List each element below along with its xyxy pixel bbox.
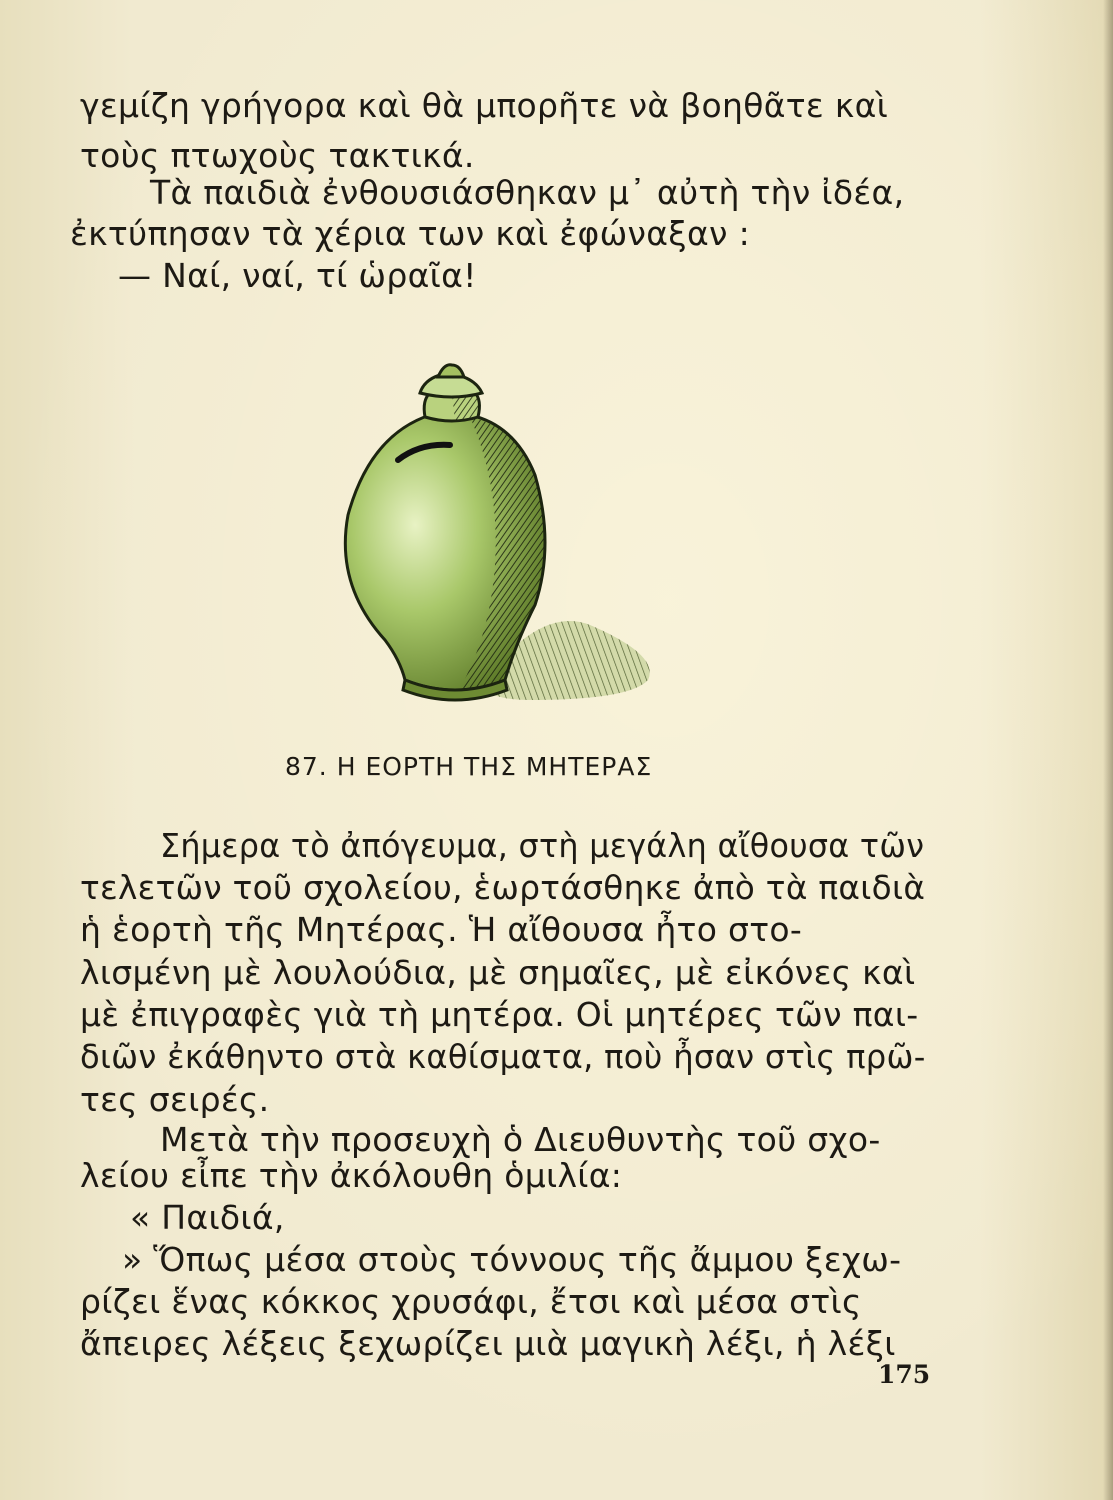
body-line-7: τες σειρές. — [80, 1080, 270, 1119]
text-line-2: τοὺς πτωχοὺς τακτικά. — [80, 136, 475, 175]
page-edge-shadow — [1103, 0, 1113, 1500]
body-line-11: » Ὅπως μέσα στοὺς τόννους τῆς ἄμμου ξεχω- — [122, 1240, 902, 1279]
text-line-1: γεμίζη γρήγορα καὶ θὰ μπορῆτε νὰ βοηθᾶτε καὶ — [80, 86, 889, 125]
body-line-5: μὲ ἐπιγραφὲς γιὰ τὴ μητέρα. Οἱ μητέρες τῶν παι- — [80, 995, 919, 1034]
body-line-3: ἡ ἑορτὴ τῆς Μητέρας. Ἡ αἴθουσα ἦτο στο- — [80, 910, 803, 949]
section-heading: 87. Η ΕΟΡΤΗ ΤΗΣ ΜΗΤΕΡΑΣ — [285, 752, 653, 781]
body-line-8: Μετὰ τὴν προσευχὴ ὁ Διευθυντὴς τοῦ σχο- — [160, 1120, 881, 1159]
body-line-1: Σήμερα τὸ ἀπόγευμα, στὴ μεγάλη αἴθουσα τῶν — [160, 826, 925, 865]
text-line-3: Τὰ παιδιὰ ἐνθουσιάσθηκαν μ᾿ αὐτὴ τὴν ἰδέα, — [150, 173, 905, 212]
body-line-10: « Παιδιά, — [130, 1198, 285, 1237]
body-line-9: λείου εἶπε τὴν ἀκόλουθη ὁμιλία: — [80, 1156, 623, 1195]
text-line-5: — Ναί, ναί, τί ὡραῖα! — [118, 256, 477, 295]
body-line-2: τελετῶν τοῦ σχολείου, ἑωρτάσθηκε ἀπὸ τὰ παιδιὰ — [80, 868, 926, 907]
body-line-4: λισμένη μὲ λουλούδια, μὲ σημαῖες, μὲ εἰκόνες καὶ — [80, 953, 916, 992]
body-line-12: ρίζει ἕνας κόκκος χρυσάφι, ἔτσι καὶ μέσα στὶς — [80, 1282, 862, 1321]
page-number: 175 — [878, 1360, 931, 1389]
piggy-bank-jar-illustration — [330, 355, 660, 725]
body-line-13: ἄπειρες λέξεις ξεχωρίζει μιὰ μαγικὴ λέξι, ἡ λέξι — [80, 1324, 896, 1363]
body-line-6: διῶν ἐκάθηντο στὰ καθίσματα, ποὺ ἦσαν στὶς πρῶ- — [80, 1037, 926, 1076]
text-line-4: ἐκτύπησαν τὰ χέρια των καὶ ἐφώναξαν : — [70, 214, 750, 253]
